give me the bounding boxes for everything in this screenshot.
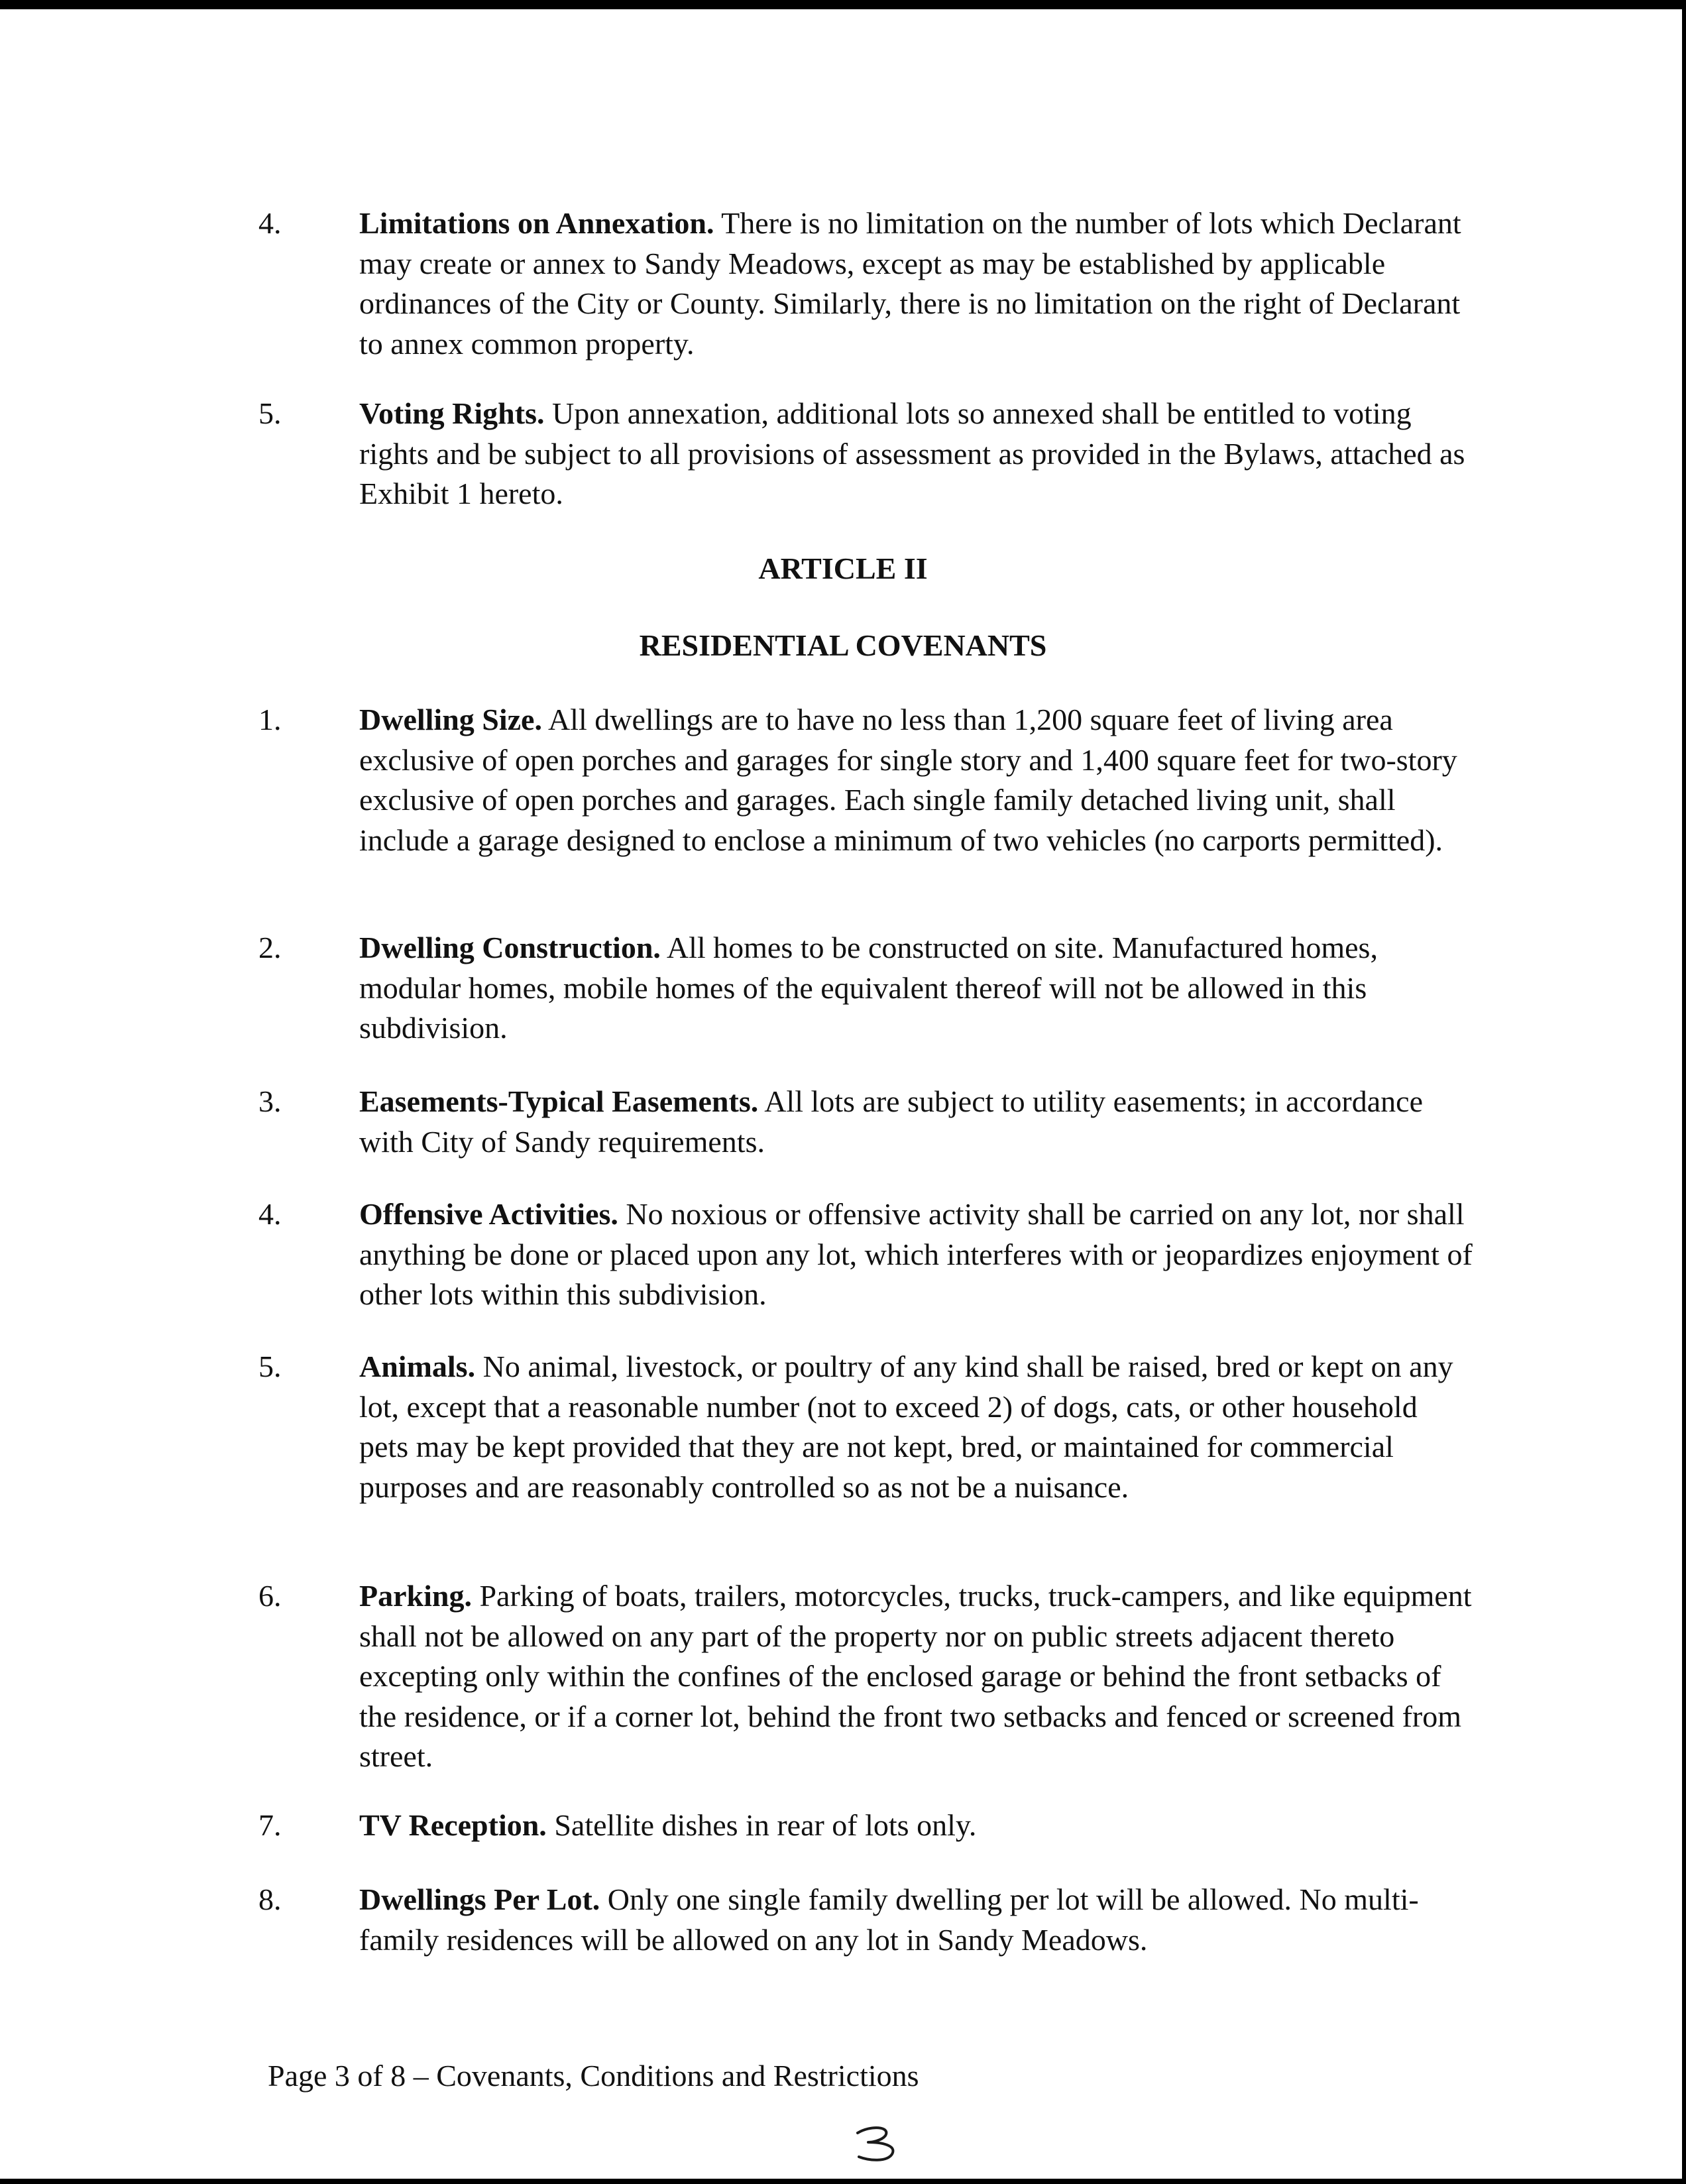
item-number: 1. xyxy=(258,703,282,736)
item-text: There is no limitation on the number of lots which Declarant may create or annex to Sandy Meadows, except as may be established by applicable ordinances of the City or County. Similarly, there is no limitation on the right of Declarant to annex common property. xyxy=(359,206,1461,361)
item-text: No animal, livestock, or poultry of any kind shall be raised, bred or kept on any lot, except that a reasonable number (not to exceed 2) of dogs, cats, or other household pets may be kept provided that they are not kept, bred, or maintained for commercial purposes and are reasonably controlled so as not be a nuisance. xyxy=(359,1350,1453,1504)
item-heading: TV Reception. xyxy=(359,1808,547,1842)
article-title: ARTICLE II xyxy=(758,551,928,585)
item-heading: Dwelling Size. xyxy=(359,703,542,736)
item-heading: Voting Rights. xyxy=(359,396,545,430)
item-number: 4. xyxy=(258,206,282,240)
item-heading: Easements-Typical Easements. xyxy=(359,1084,759,1118)
item-heading: Dwellings Per Lot. xyxy=(359,1882,600,1916)
handwritten-page-number xyxy=(851,2121,911,2167)
article-subtitle: RESIDENTIAL COVENANTS xyxy=(639,628,1047,662)
item-body xyxy=(359,203,1473,364)
item-text: No noxious or offensive activity shall be carried on any lot, nor shall anything be done or placed upon any lot, which interferes with or jeopardizes enjoyment of other lots within this subdivision. xyxy=(359,1197,1473,1311)
item-body xyxy=(359,394,1473,514)
item-number: 8. xyxy=(258,1882,282,1916)
item-body xyxy=(359,1880,1473,1960)
item-body xyxy=(359,1082,1473,1162)
item-body xyxy=(359,1347,1473,1507)
item-text: Parking of boats, trailers, motorcycles, trucks, truck-campers, and like equipment shall not be allowed on any part of the property nor on public streets adjacent thereto excepting only within the confines of the enclosed garage or behind the front setbacks of the residence, or if a corner lot, behind the front two setbacks and fenced or screened from street. xyxy=(359,1579,1472,1773)
item-body xyxy=(359,1194,1473,1315)
item-heading: Offensive Activities. xyxy=(359,1197,618,1231)
item-text: All homes to be constructed on site. Manufactured homes, modular homes, mobile homes of the equivalent thereof will not be allowed in this subdivision. xyxy=(359,931,1378,1045)
item-heading: Dwelling Construction. xyxy=(359,931,661,964)
item-heading: Parking. xyxy=(359,1579,472,1613)
item-number: 5. xyxy=(258,1350,282,1383)
item-body xyxy=(359,700,1473,860)
item-number: 5. xyxy=(258,396,282,430)
item-heading: Limitations on Annexation. xyxy=(359,206,714,240)
item-text: Upon annexation, additional lots so annexed shall be entitled to voting rights and be subject to all provisions of assessment as provided in the Bylaws, attached as Exhibit 1 hereto. xyxy=(359,396,1465,510)
item-heading: Animals. xyxy=(359,1350,476,1383)
item-text: Only one single family dwelling per lot will be allowed. No multi-family residences will be allowed on any lot in Sandy Meadows. xyxy=(359,1882,1419,1957)
item-text: All lots are subject to utility easements; in accordance with City of Sandy requirements. xyxy=(359,1084,1423,1159)
item-body xyxy=(359,1576,1473,1777)
item-text: Satellite dishes in rear of lots only. xyxy=(554,1808,977,1842)
item-text: All dwellings are to have no less than 1,200 square feet of living area exclusive of open porches and garages for single story and 1,400 square feet for two-story exclusive of open porches and garages. Each single family detached living unit, shall include a garage designed to enclose a minimum of two vehicles (no carports permitted). xyxy=(359,703,1457,857)
item-number: 7. xyxy=(258,1808,282,1842)
item-number: 2. xyxy=(258,931,282,964)
item-body xyxy=(359,928,1473,1049)
page-footer: Page 3 of 8 – Covenants, Conditions and Restrictions xyxy=(268,2059,919,2093)
item-number: 4. xyxy=(258,1197,282,1231)
item-number: 6. xyxy=(258,1579,282,1613)
item-body xyxy=(359,1806,1473,1846)
item-number: 3. xyxy=(258,1084,282,1118)
